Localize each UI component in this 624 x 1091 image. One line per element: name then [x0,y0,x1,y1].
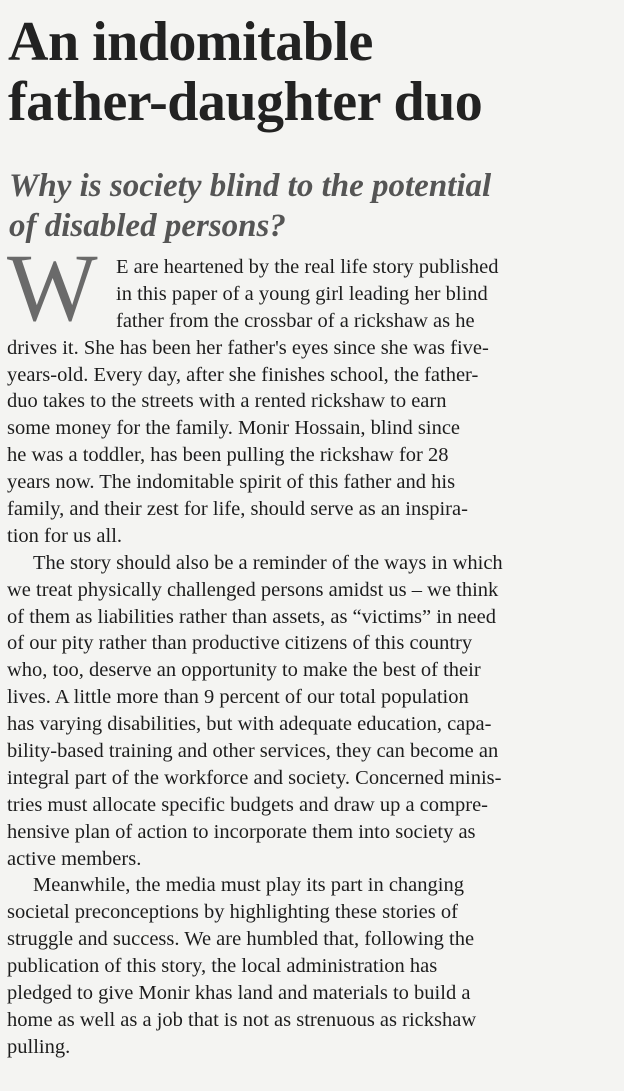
body-line: E are heartened by the real life story published [116,256,499,278]
body-line: home as well as a job that is not as strenuous as rickshaw [7,1008,477,1031]
body-line: publication of this story, the local administration has [7,955,438,978]
body-line: integral part of the workforce and society. Concerned minis- [7,766,502,789]
paragraph-1 [7,335,617,550]
body-line: of our pity rather than productive citizens of this country [7,632,473,655]
headline-line: An indomitable [8,11,373,73]
body-line: pledged to give Monir khas land and materials to build a [7,982,471,1005]
body-line: in this paper of a young girl leading her blind [116,282,488,305]
paragraph-2 [7,550,617,873]
body-line: hensive plan of action to incorporate them into society as [7,820,476,843]
body-line: some money for the family. Monir Hossain, blind since [7,417,461,440]
body-line: has varying disabilities, but with adequate education, capa- [7,713,492,736]
body-line: father from the crossbar of a rickshaw as he [116,309,475,332]
subheadline-line: of disabled persons? [9,208,286,244]
body-line: Meanwhile, the media must play its part in changing [33,874,464,897]
body-line: years-old. Every day, after she finishes school, the father- [7,363,479,386]
body-line: bility-based training and other services, they can become an [7,740,499,763]
body-line: we treat physically challenged persons amidst us – we think [7,578,499,601]
body-line: drives it. She has been her father's eyes since she was five- [7,336,489,359]
body-line: years now. The indomitable spirit of this father and his [7,471,456,494]
article-body [7,234,617,1061]
body-line: duo takes to the streets with a rented rickshaw to earn [7,390,447,413]
body-line: lives. A little more than 9 percent of our total population [7,686,469,709]
headline [8,12,620,132]
body-line: active members. [7,847,142,870]
drop-cap: W [7,234,98,341]
body-line: The story should also be a reminder of the ways in which [33,551,503,574]
headline-line: father-daughter duo [8,71,483,133]
body-line: struggle and success. We are humbled that, following the [7,928,475,951]
subheadline-line: Why is society blind to the potential [9,168,492,204]
lead-lines [7,254,617,335]
body-line: family, and their zest for life, should serve as an inspira- [7,498,468,521]
body-line: tries must allocate specific budgets and draw up a compre- [7,793,489,816]
body-line: tion for us all. [7,524,123,547]
body-line: he was a toddler, has been pulling the rickshaw for 28 [7,444,449,467]
body-line: who, too, deserve an opportunity to make the best of their [7,659,481,682]
paragraph-3 [7,872,617,1060]
subheadline [9,166,621,246]
body-line: societal preconceptions by highlighting these stories of [7,901,458,924]
body-line: pulling. [7,1035,71,1058]
body-line: of them as liabilities rather than assets, as “victims” in need [7,605,497,628]
